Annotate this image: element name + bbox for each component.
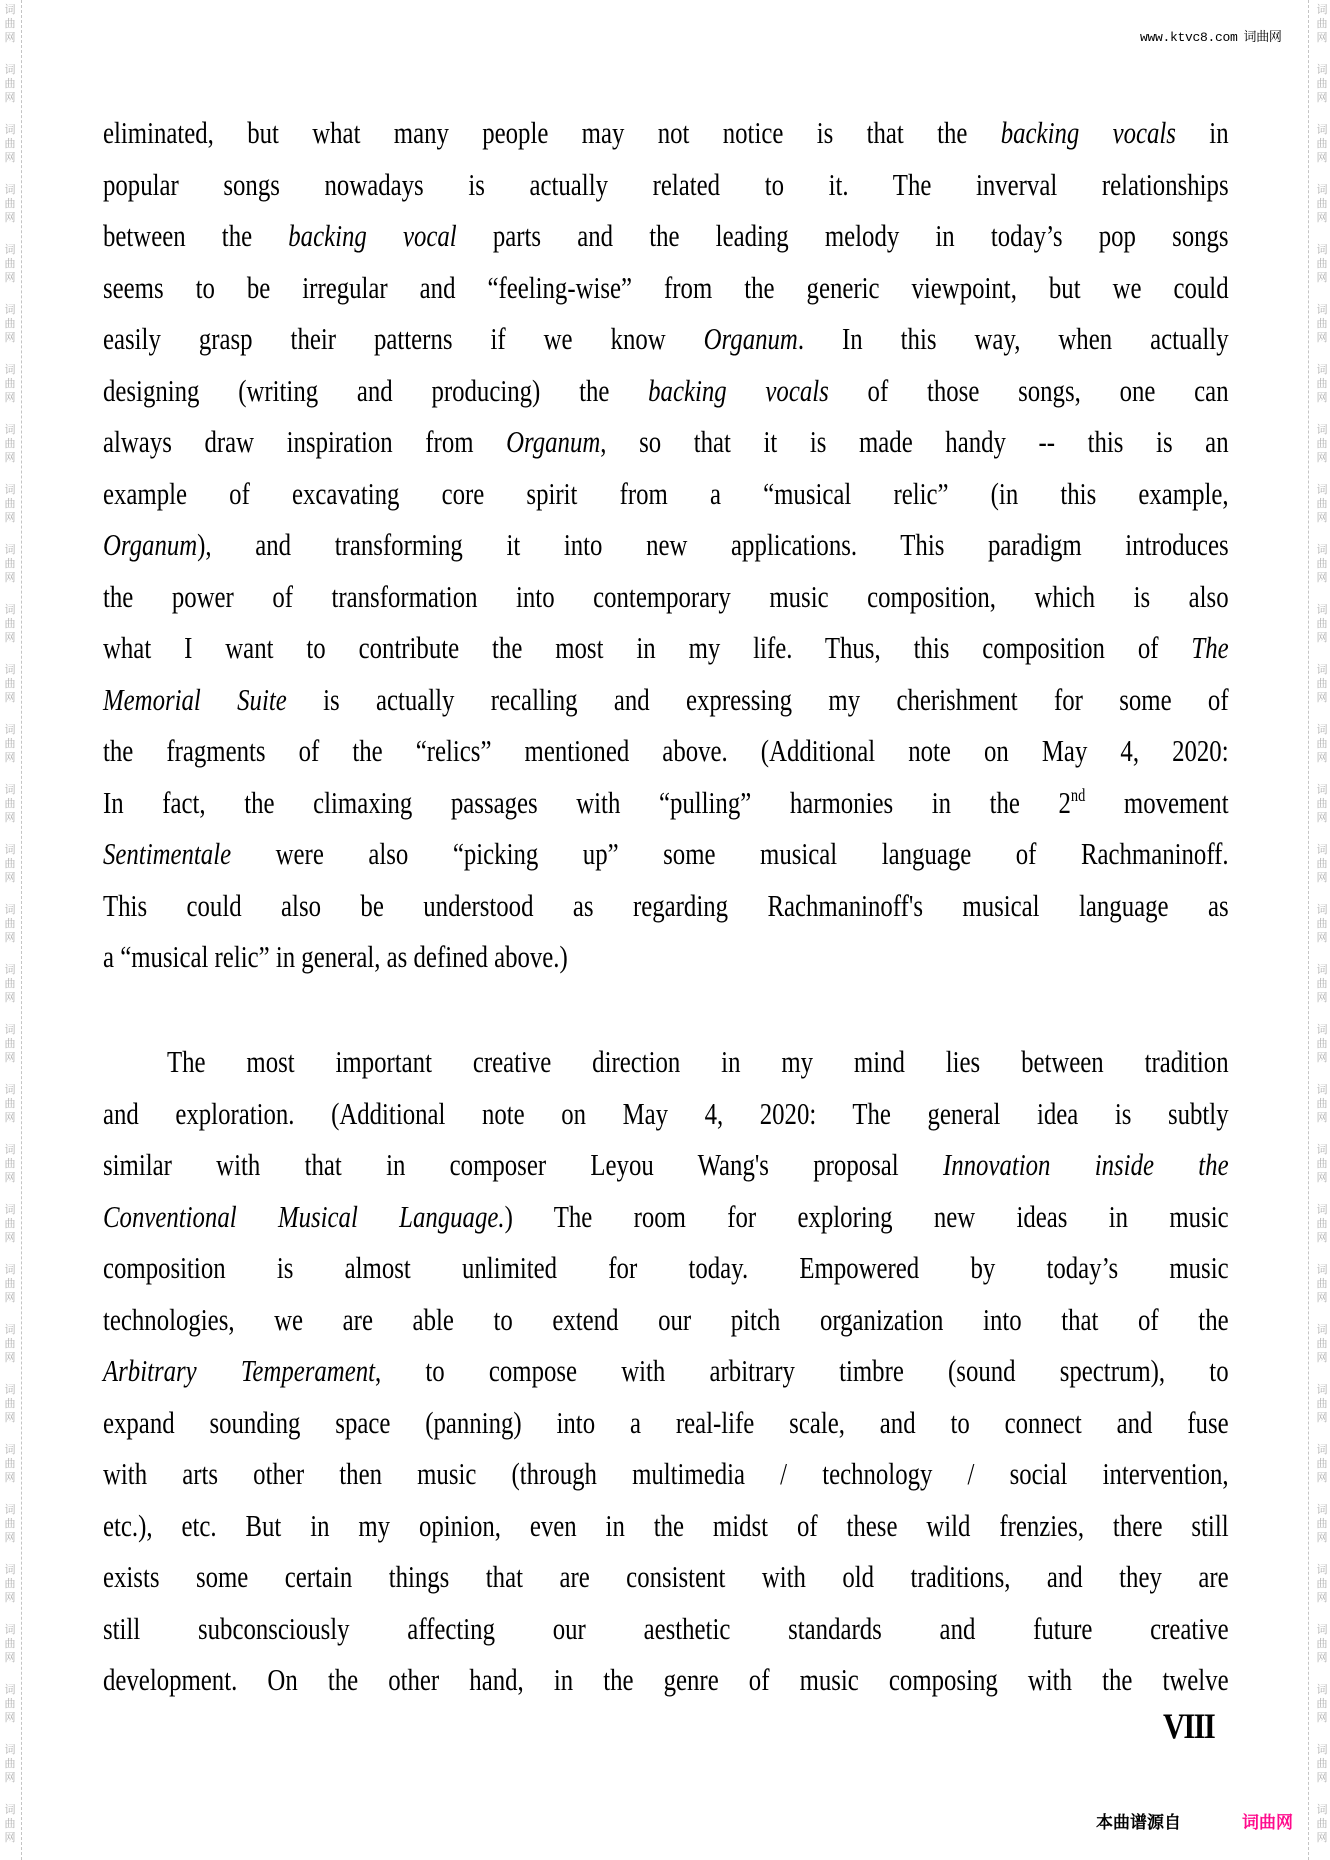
watermark-glyph: 词 xyxy=(1316,1023,1328,1036)
watermark-glyph: 网 xyxy=(1316,691,1328,704)
watermark-glyph: 网 xyxy=(1316,1291,1328,1304)
text-line: the fragments of the “relics” mentioned above. (Additional note on May 4, 2020: xyxy=(103,733,1229,768)
watermark-glyph: 网 xyxy=(4,211,16,224)
watermark-glyph: 词 xyxy=(4,1803,16,1816)
watermark-glyph: 词 xyxy=(4,63,16,76)
watermark-glyph: 曲 xyxy=(4,1817,16,1830)
watermark-glyph: 词 xyxy=(1316,603,1328,616)
watermark-glyph: 曲 xyxy=(1316,737,1328,750)
italic-title: backing vocal xyxy=(288,218,457,253)
watermark-glyph: 曲 xyxy=(1316,797,1328,810)
watermark-glyph: 网 xyxy=(4,931,16,944)
watermark-glyph: 网 xyxy=(4,31,16,44)
watermark-glyph: 词 xyxy=(4,1743,16,1756)
watermark-glyph: 网 xyxy=(1316,271,1328,284)
watermark-glyph: 词 xyxy=(1316,183,1328,196)
watermark-glyph: 曲 xyxy=(4,677,16,690)
watermark-glyph: 词 xyxy=(1316,483,1328,496)
watermark-glyph: 词 xyxy=(1316,963,1328,976)
watermark-glyph: 网 xyxy=(1316,991,1328,1004)
watermark-glyph: 网 xyxy=(4,1051,16,1064)
watermark-glyph: 词 xyxy=(4,1443,16,1456)
watermark-glyph: 词 xyxy=(1316,1383,1328,1396)
watermark-glyph: 网 xyxy=(1316,1111,1328,1124)
text-line: between the backing vocal parts and the leading melody in today’s pop songs xyxy=(103,218,1229,253)
watermark-glyph: 曲 xyxy=(4,437,16,450)
watermark-glyph: 词 xyxy=(1316,1263,1328,1276)
page-number: VIII xyxy=(1163,1706,1215,1746)
watermark-glyph: 网 xyxy=(1316,1051,1328,1064)
watermark-glyph: 词 xyxy=(1316,243,1328,256)
watermark-glyph: 曲 xyxy=(1316,977,1328,990)
watermark-glyph: 网 xyxy=(1316,31,1328,44)
watermark-glyph: 网 xyxy=(1316,511,1328,524)
watermark-glyph: 曲 xyxy=(4,1337,16,1350)
watermark-glyph: 网 xyxy=(4,1711,16,1724)
watermark-glyph: 曲 xyxy=(1316,917,1328,930)
watermark-glyph: 网 xyxy=(1316,1711,1328,1724)
italic-title: Conventional Musical Language. xyxy=(103,1198,505,1234)
italic-title: Arbitrary Temperament xyxy=(103,1353,375,1388)
watermark-glyph: 词 xyxy=(4,543,16,556)
watermark-glyph: 词 xyxy=(4,783,16,796)
watermark-glyph: 词 xyxy=(4,903,16,916)
watermark-glyph: 词 xyxy=(4,123,16,136)
watermark-glyph: 词 xyxy=(1316,303,1328,316)
watermark-glyph: 曲 xyxy=(1316,1037,1328,1050)
watermark-glyph: 网 xyxy=(1316,211,1328,224)
text-line: a “musical relic” in general, as defined above.) xyxy=(103,939,568,974)
watermark-glyph: 曲 xyxy=(1316,1337,1328,1350)
watermark-glyph: 网 xyxy=(1316,1831,1328,1844)
text-line: always draw inspiration from Organum, so that it is made handy -- this is an xyxy=(103,424,1229,459)
watermark-glyph: 曲 xyxy=(4,1757,16,1770)
watermark-glyph: 曲 xyxy=(4,1577,16,1590)
watermark-glyph: 网 xyxy=(1316,1171,1328,1184)
watermark-glyph: 网 xyxy=(1316,391,1328,404)
watermark-glyph: 网 xyxy=(4,1771,16,1784)
text-line: seems to be irregular and “feeling-wise” from the generic viewpoint, but we could xyxy=(103,269,1229,305)
watermark-glyph: 曲 xyxy=(4,1637,16,1650)
footer-source-label: 本曲谱源自 xyxy=(1096,1813,1181,1833)
watermark-glyph: 曲 xyxy=(4,377,16,390)
watermark-glyph: 网 xyxy=(4,1411,16,1424)
italic-title: Memorial Suite xyxy=(103,681,287,717)
watermark-glyph: 曲 xyxy=(1316,437,1328,450)
watermark-glyph: 曲 xyxy=(4,317,16,330)
text-line: Organum), and transforming it into new applications. This paradigm introduces xyxy=(103,527,1229,562)
watermark-glyph: 曲 xyxy=(1316,1517,1328,1530)
watermark-glyph: 网 xyxy=(4,1171,16,1184)
watermark-glyph: 曲 xyxy=(4,1097,16,1110)
text-line: composition is almost unlimited for today. Empowered by today’s music xyxy=(103,1250,1229,1285)
watermark-glyph: 词 xyxy=(4,1203,16,1216)
watermark-glyph: 网 xyxy=(4,1471,16,1484)
watermark-glyph: 词 xyxy=(4,1323,16,1336)
watermark-glyph: 词 xyxy=(1316,1743,1328,1756)
watermark-glyph: 词 xyxy=(4,303,16,316)
watermark-glyph: 词 xyxy=(1316,723,1328,736)
text-line: technologies, we are able to extend our pitch organization into that of the xyxy=(103,1301,1229,1337)
watermark-glyph: 网 xyxy=(1316,1411,1328,1424)
watermark-glyph: 曲 xyxy=(1316,377,1328,390)
watermark-glyph: 词 xyxy=(1316,1683,1328,1696)
italic-title: Organum xyxy=(703,321,798,356)
footer-site-name: 词曲网 xyxy=(1242,1813,1293,1833)
watermark-glyph: 词 xyxy=(4,843,16,856)
watermark-glyph: 网 xyxy=(1316,331,1328,344)
watermark-glyph: 网 xyxy=(4,391,16,404)
text-line: This could also be understood as regarding Rachmaninoff's musical language as xyxy=(103,887,1229,923)
watermark-glyph: 词 xyxy=(1316,363,1328,376)
watermark-glyph: 网 xyxy=(1316,931,1328,944)
watermark-glyph: 词 xyxy=(4,1263,16,1276)
text-line: Sentimentale were also “picking up” some musical language of Rachmaninoff. xyxy=(103,836,1229,871)
text-line: exists some certain things that are consistent with old traditions, and they are xyxy=(103,1559,1229,1594)
watermark-glyph: 词 xyxy=(4,963,16,976)
watermark-glyph: 词 xyxy=(1316,663,1328,676)
watermark-glyph: 词 xyxy=(1316,1203,1328,1216)
watermark-glyph: 曲 xyxy=(4,497,16,510)
watermark-glyph: 曲 xyxy=(1316,1277,1328,1290)
watermark-glyph: 词 xyxy=(4,363,16,376)
watermark-glyph: 曲 xyxy=(1316,1457,1328,1470)
watermark-glyph: 网 xyxy=(1316,1771,1328,1784)
watermark-glyph: 词 xyxy=(1316,783,1328,796)
watermark-glyph: 曲 xyxy=(4,1217,16,1230)
watermark-glyph: 曲 xyxy=(1316,1577,1328,1590)
watermark-glyph: 网 xyxy=(4,1531,16,1544)
italic-title: backing vocals xyxy=(1000,115,1176,150)
watermark-glyph: 曲 xyxy=(4,1277,16,1290)
italic-title: Organum xyxy=(506,424,601,459)
watermark-glyph: 曲 xyxy=(4,1517,16,1530)
watermark-glyph: 词 xyxy=(1316,843,1328,856)
text-line: Arbitrary Temperament, to compose with arbitrary timbre (sound spectrum), to xyxy=(103,1353,1229,1388)
watermark-glyph: 网 xyxy=(4,1291,16,1304)
site-name: 词曲网 xyxy=(1243,30,1282,45)
watermark-glyph: 网 xyxy=(1316,451,1328,464)
watermark-glyph: 网 xyxy=(1316,1651,1328,1664)
watermark-glyph: 网 xyxy=(4,1351,16,1364)
watermark-glyph: 网 xyxy=(4,751,16,764)
watermark-glyph: 曲 xyxy=(1316,1397,1328,1410)
watermark-glyph: 曲 xyxy=(4,1397,16,1410)
text-line: the power of transformation into contemporary music composition, which is also xyxy=(103,578,1229,614)
watermark-glyph: 词 xyxy=(4,1563,16,1576)
watermark-glyph: 曲 xyxy=(4,977,16,990)
watermark-glyph: 网 xyxy=(1316,631,1328,644)
watermark-glyph: 曲 xyxy=(4,77,16,90)
watermark-glyph: 词 xyxy=(1316,1623,1328,1636)
text-line: popular songs nowadays is actually related to it. The inverval relationships xyxy=(103,166,1229,202)
watermark-glyph: 词 xyxy=(1316,123,1328,136)
watermark-glyph: 词 xyxy=(1316,423,1328,436)
watermark-glyph: 曲 xyxy=(1316,197,1328,210)
watermark-glyph: 词 xyxy=(4,183,16,196)
watermark-glyph: 词 xyxy=(4,423,16,436)
watermark-glyph: 词 xyxy=(1316,1503,1328,1516)
watermark-glyph: 网 xyxy=(4,1231,16,1244)
left-watermark-strip xyxy=(2,0,18,1860)
watermark-glyph: 曲 xyxy=(1316,17,1328,30)
watermark-glyph: 词 xyxy=(4,603,16,616)
watermark-glyph: 网 xyxy=(1316,1351,1328,1364)
watermark-glyph: 曲 xyxy=(1316,257,1328,270)
watermark-glyph: 网 xyxy=(1316,871,1328,884)
watermark-glyph: 词 xyxy=(1316,1323,1328,1336)
watermark-glyph: 曲 xyxy=(1316,497,1328,510)
watermark-glyph: 词 xyxy=(4,243,16,256)
text-line: with arts other then music (through multimedia / technology / social intervention, xyxy=(103,1456,1229,1491)
watermark-glyph: 曲 xyxy=(4,1037,16,1050)
watermark-glyph: 网 xyxy=(1316,571,1328,584)
watermark-glyph: 曲 xyxy=(4,617,16,630)
watermark-glyph: 曲 xyxy=(1316,1697,1328,1710)
watermark-glyph: 网 xyxy=(4,91,16,104)
watermark-glyph: 网 xyxy=(1316,751,1328,764)
watermark-glyph: 曲 xyxy=(4,917,16,930)
watermark-glyph: 网 xyxy=(1316,1591,1328,1604)
text-line: easily grasp their patterns if we know Organum. In this way, when actually xyxy=(103,321,1229,356)
watermark-glyph: 曲 xyxy=(4,857,16,870)
watermark-glyph: 词 xyxy=(1316,903,1328,916)
watermark-glyph: 曲 xyxy=(4,17,16,30)
watermark-glyph: 曲 xyxy=(4,137,16,150)
watermark-glyph: 网 xyxy=(4,271,16,284)
watermark-glyph: 曲 xyxy=(4,797,16,810)
watermark-glyph: 网 xyxy=(4,1111,16,1124)
watermark-glyph: 曲 xyxy=(1316,857,1328,870)
italic-title: Innovation inside the xyxy=(942,1147,1229,1182)
watermark-glyph: 曲 xyxy=(1316,617,1328,630)
watermark-glyph: 曲 xyxy=(4,557,16,570)
watermark-glyph: 词 xyxy=(4,1623,16,1636)
watermark-glyph: 词 xyxy=(4,663,16,676)
watermark-glyph: 词 xyxy=(4,3,16,16)
watermark-glyph: 曲 xyxy=(4,1697,16,1710)
watermark-glyph: 曲 xyxy=(1316,317,1328,330)
watermark-glyph: 词 xyxy=(1316,3,1328,16)
watermark-glyph: 网 xyxy=(4,331,16,344)
watermark-glyph: 词 xyxy=(4,483,16,496)
right-watermark-strip xyxy=(1314,0,1330,1860)
text-line: expand sounding space (panning) into a real-life scale, and to connect and fuse xyxy=(103,1404,1229,1440)
watermark-glyph: 词 xyxy=(4,1683,16,1696)
watermark-glyph: 词 xyxy=(1316,1083,1328,1096)
text-line: The most important creative direction in my mind lies between tradition xyxy=(167,1044,1229,1079)
watermark-glyph: 网 xyxy=(4,1591,16,1604)
watermark-glyph: 网 xyxy=(4,571,16,584)
watermark-glyph: 词 xyxy=(4,1143,16,1156)
watermark-glyph: 网 xyxy=(1316,811,1328,824)
watermark-glyph: 网 xyxy=(4,991,16,1004)
watermark-glyph: 曲 xyxy=(1316,137,1328,150)
text-line: example of excavating core spirit from a “musical relic” (in this example, xyxy=(103,475,1229,511)
watermark-glyph: 曲 xyxy=(1316,1637,1328,1650)
text-line: similar with that in composer Leyou Wang's proposal Innovation inside the xyxy=(103,1147,1229,1182)
watermark-glyph: 网 xyxy=(1316,1231,1328,1244)
watermark-glyph: 词 xyxy=(4,723,16,736)
watermark-glyph: 曲 xyxy=(4,257,16,270)
watermark-glyph: 网 xyxy=(4,871,16,884)
watermark-glyph: 网 xyxy=(4,1831,16,1844)
watermark-glyph: 网 xyxy=(4,511,16,524)
watermark-glyph: 词 xyxy=(1316,63,1328,76)
watermark-glyph: 曲 xyxy=(4,737,16,750)
watermark-glyph: 网 xyxy=(1316,151,1328,164)
watermark-glyph: 网 xyxy=(4,631,16,644)
watermark-glyph: 网 xyxy=(1316,1471,1328,1484)
italic-title: The xyxy=(1191,630,1229,665)
watermark-glyph: 词 xyxy=(1316,1803,1328,1816)
italic-title: backing vocals xyxy=(648,372,829,408)
watermark-glyph: 曲 xyxy=(1316,1757,1328,1770)
watermark-glyph: 曲 xyxy=(4,1157,16,1170)
watermark-glyph: 网 xyxy=(1316,1531,1328,1544)
left-margin-dashed-line xyxy=(21,0,22,1860)
watermark-glyph: 词 xyxy=(4,1503,16,1516)
text-line: etc.), etc. But in my opinion, even in the midst of these wild frenzies, there still xyxy=(103,1507,1229,1543)
watermark-glyph: 网 xyxy=(4,691,16,704)
site-header xyxy=(1140,26,1282,45)
watermark-glyph: 曲 xyxy=(1316,1097,1328,1110)
watermark-glyph: 网 xyxy=(4,451,16,464)
text-line: development. On the other hand, in the genre of music composing with the twelve xyxy=(103,1662,1229,1697)
watermark-glyph: 网 xyxy=(1316,91,1328,104)
watermark-glyph: 词 xyxy=(4,1383,16,1396)
text-line: and exploration. (Additional note on May 4, 2020: The general idea is subtly xyxy=(103,1095,1229,1131)
watermark-glyph: 词 xyxy=(4,1023,16,1036)
watermark-glyph: 词 xyxy=(1316,543,1328,556)
watermark-glyph: 网 xyxy=(4,811,16,824)
watermark-glyph: 词 xyxy=(4,1083,16,1096)
watermark-glyph: 曲 xyxy=(1316,77,1328,90)
watermark-glyph: 网 xyxy=(4,151,16,164)
text-line: still subconsciously affecting our aesthetic standards and future creative xyxy=(103,1610,1229,1646)
ordinal-superscript: nd xyxy=(1070,784,1086,805)
watermark-glyph: 曲 xyxy=(1316,557,1328,570)
right-margin-dashed-line xyxy=(1308,0,1309,1860)
watermark-glyph: 词 xyxy=(1316,1143,1328,1156)
text-line: eliminated, but what many people may not notice is that the backing vocals in xyxy=(103,115,1229,150)
watermark-glyph: 曲 xyxy=(1316,677,1328,690)
watermark-glyph: 词 xyxy=(1316,1443,1328,1456)
watermark-glyph: 曲 xyxy=(1316,1817,1328,1830)
watermark-glyph: 曲 xyxy=(4,197,16,210)
watermark-glyph: 曲 xyxy=(1316,1217,1328,1230)
text-line: designing (writing and producing) the backing vocals of those songs, one can xyxy=(103,372,1229,408)
text-line: Conventional Musical Language.) The room for exploring new ideas in music xyxy=(103,1198,1229,1234)
italic-title: Organum xyxy=(103,527,198,562)
text-line: what I want to contribute the most in my life. Thus, this composition of The xyxy=(103,630,1229,665)
watermark-glyph: 词 xyxy=(1316,1563,1328,1576)
watermark-glyph: 网 xyxy=(4,1651,16,1664)
text-line: In fact, the climaxing passages with “pulling” harmonies in the 2nd movement xyxy=(103,784,1229,820)
watermark-glyph: 曲 xyxy=(1316,1157,1328,1170)
text-line: Memorial Suite is actually recalling and expressing my cherishment for some of xyxy=(103,681,1229,717)
site-url: www.ktvc8.com xyxy=(1140,30,1238,45)
italic-title: Sentimentale xyxy=(103,836,232,871)
watermark-glyph: 曲 xyxy=(4,1457,16,1470)
